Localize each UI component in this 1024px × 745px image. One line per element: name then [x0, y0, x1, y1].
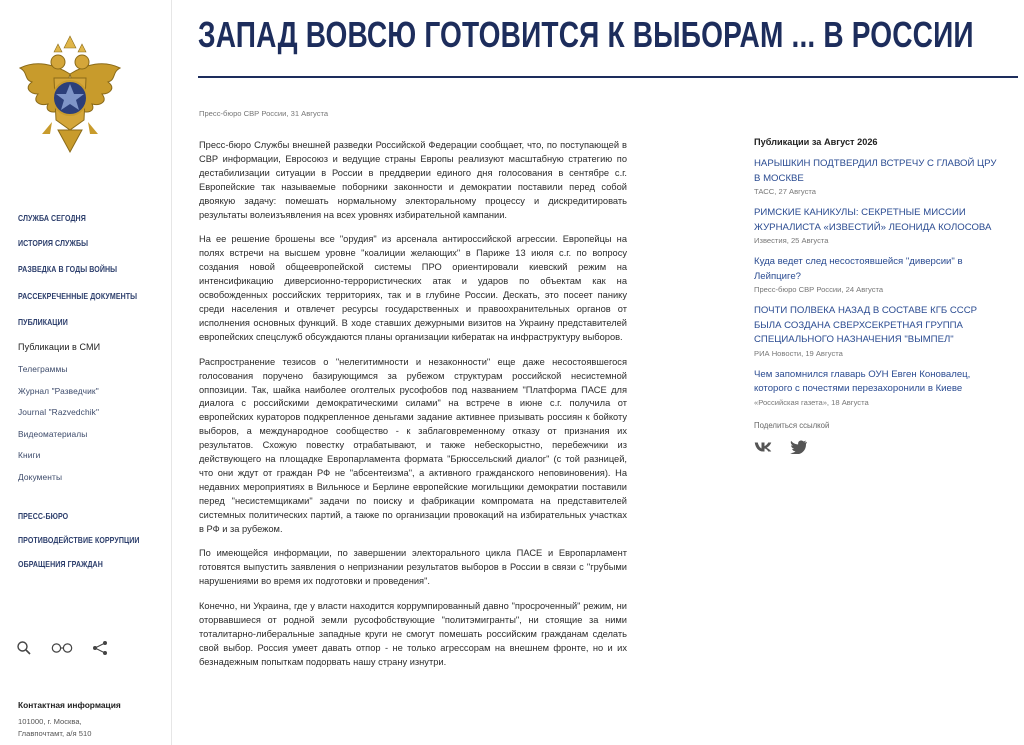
- contact-address-line: 101000, г. Москва,: [18, 717, 82, 726]
- publication-link[interactable]: Куда ведет след несостоявшейся "диверсии" в Лейпциге?: [754, 256, 963, 282]
- publication-meta: ТАСС, 27 Августа: [754, 187, 817, 196]
- contact-info: [18, 700, 121, 740]
- article-byline: Пресс-бюро СВР России, 31 Августа: [199, 109, 329, 118]
- share-icon[interactable]: [92, 640, 108, 656]
- sidebar-item-history[interactable]: ИСТОРИЯ СЛУЖБЫ: [18, 239, 89, 248]
- article-paragraph: Конечно, ни Украина, где у власти находится коррумпированный давно "просроченный" режим, ни оторвавшиеся от родной земли русофобствующие "политэмигранты", ни стоящие за ними тоталитарно-либеральные западные круги не смогут помешать российским гражданам сделать свой выбор. Россия умеет давать отпор - не только агрессорам на внешнем фронте, но и их безнадежным попыткам подорвать нашу страну изнутри.: [199, 601, 627, 667]
- sidebar-tools: [16, 640, 108, 656]
- article-body: [199, 139, 627, 681]
- publication-item: [754, 206, 1004, 245]
- contact-info-title: Контактная информация: [18, 700, 121, 710]
- publication-item: [754, 255, 1004, 294]
- sidebar-item-war-intelligence[interactable]: РАЗВЕДКА В ГОДЫ ВОЙНЫ: [18, 265, 118, 274]
- publication-meta: «Российская газета», 18 Августа: [754, 397, 869, 407]
- sidebar-item-books[interactable]: Книги: [18, 450, 41, 460]
- search-icon[interactable]: [16, 640, 32, 656]
- svr-emblem-logo[interactable]: [14, 34, 126, 156]
- article-paragraph: По имеющейся информации, по завершении электорального цикла ПАСЕ и Европарламент готовятся выпустить заявления о непризнании результатов выборов в России в связи с "грубыми нарушениями во время их подготовки и проведения".: [199, 548, 627, 587]
- sidebar-item-declassified-docs[interactable]: РАССЕКРЕЧЕННЫЕ ДОКУМЕНТЫ: [18, 292, 138, 301]
- page-title: ЗАПАД ВОВСЮ ГОТОВИТСЯ К ВЫБОРАМ ... В РОССИИ: [198, 14, 974, 55]
- share-buttons: [754, 440, 1004, 454]
- glasses-icon[interactable]: [50, 640, 74, 656]
- sidebar-item-press-bureau[interactable]: ПРЕСС-БЮРО: [18, 512, 69, 521]
- article-paragraph: Пресс-бюро Службы внешней разведки Российской Федерации сообщает, что, по поступающей в СВР информации, Евросоюз и ведущие страны Европы реализуют масштабную стратегию по дестабилизации ситуации в России в преддверии единого дня голосования в сентябре с.г. Европейские так называемые поборники законности и демократии поставили перед собой двоякую задачу: помешать нормальному электоральному процессу и дискредитировать результаты волеизъявления на всех уровнях избирательной кампании.: [199, 140, 627, 220]
- publication-link[interactable]: НАРЫШКИН ПОДТВЕРДИЛ ВСТРЕЧУ С ГЛАВОЙ ЦРУ В МОСКВЕ: [754, 158, 997, 184]
- sidebar: [0, 0, 172, 745]
- sidebar-item-citizen-appeals[interactable]: ОБРАЩЕНИЯ ГРАЖДАН: [18, 560, 103, 569]
- publication-meta: Пресс-бюро СВР России, 24 Августа: [754, 285, 884, 294]
- sidebar-item-anti-corruption[interactable]: ПРОТИВОДЕЙСТВИЕ КОРРУПЦИИ: [18, 536, 140, 545]
- publication-link[interactable]: ПОЧТИ ПОЛВЕКА НАЗАД В СОСТАВЕ КГБ СССР БЫЛА СОЗДАНА СВЕРХСЕКРЕТНАЯ ГРУППА СПЕЦИАЛЬНОГО НАЗНАЧЕНИЯ "ВЫМПЕЛ": [754, 305, 978, 345]
- publication-meta: РИА Новости, 19 Августа: [754, 348, 843, 358]
- sidebar-item-journal-en[interactable]: Journal "Razvedchik": [18, 407, 100, 417]
- vk-icon[interactable]: [754, 440, 772, 454]
- publication-meta: Известия, 25 Августа: [754, 236, 829, 245]
- sidebar-item-publications[interactable]: ПУБЛИКАЦИИ: [18, 318, 68, 327]
- twitter-icon[interactable]: [790, 440, 808, 454]
- sidebar-item-service-today[interactable]: СЛУЖБА СЕГОДНЯ: [18, 214, 86, 223]
- article-paragraph: Распространение тезисов о "нелегитимности и незаконности" еще даже несостоявшегося голосования поручено базирующимся за рубежом структурам российской несистемной оппозиции. Так, шайка наиболее оголтелых русофобов под названием "Платформа ПАСЕ для диалога с российскими демократическими силами" на встрече в июне с.г. получила от европейских кураторов подкрепленное деньгами задание активнее призывать россиян к бойкоту выборов, а международное сообщество - к заблаговременному отказу от признания их результатов. Схожую повестку отрабатывают, и также небескорыстно, перебежчики из действующего на площадке Европарламента формата "Брюссельский диалог" (с той разницей, что они ждут от граждан РФ не "абсентеизма", а активного гражданского неповиновения). На недавних мероприятиях в Вильнюсе и Берлине европейские могильщики демократии поставили перед "несистемщиками" задачи по поиску и фабрикации компромата на представителей системных политических партий, а также по организации провокаций на избирательных участках в РФ и за рубежом.: [199, 356, 627, 534]
- publication-link[interactable]: РИМСКИЕ КАНИКУЛЫ: СЕКРЕТНЫЕ МИССИИ ЖУРНАЛИСТА «ИЗВЕСТИЙ» ЛЕОНИДА КОЛОСОВА: [754, 207, 992, 233]
- sidebar-item-documents[interactable]: Документы: [18, 472, 63, 482]
- share-label: Поделиться ссылкой: [754, 420, 830, 430]
- sidebar-item-video[interactable]: Видеоматериалы: [18, 429, 88, 439]
- publication-link[interactable]: Чем запомнился главарь ОУН Евген Коновалец, которого с почестями перезахоронили в Киеве: [754, 368, 971, 394]
- article-paragraph: На ее решение брошены все "орудия" из арсенала антироссийской агрессии. Европейцы на полях встречи на высшем уровне "коалиции желающих" в Париже 13 июля с.г. по вопросу создания новой общеевропейской системы ПРО ориентировали киевский режим на интенсификацию диверсионно-террористических атак и ударов по объектам как на освобожденных российских территориях, так и в глубине России. Дескать, это посеет панику среди населения и отвлечет ресурсы государственных и правоохранительных органов от исполнения основных функций. В ходе ставших дежурными визитов на Украину представителей европейских спецслужб обсуждаются планы организации кибератак на инфраструктуру выборов.: [199, 234, 627, 342]
- contact-po-box-line: Главпочтамт, а/я 510: [18, 729, 92, 738]
- publications-heading: Публикации за Август 2026: [754, 137, 878, 147]
- sidebar-item-journal-ru[interactable]: Журнал "Разведчик": [18, 386, 99, 396]
- sidebar-item-media-publications[interactable]: Публикации в СМИ: [18, 342, 101, 352]
- sidebar-item-telegrams[interactable]: Телеграммы: [18, 364, 68, 374]
- publication-item: [754, 157, 1004, 196]
- publication-item: [754, 304, 1004, 358]
- title-divider: [198, 76, 1018, 78]
- publications-sidebar: [754, 137, 1004, 454]
- publication-item: [754, 368, 1004, 407]
